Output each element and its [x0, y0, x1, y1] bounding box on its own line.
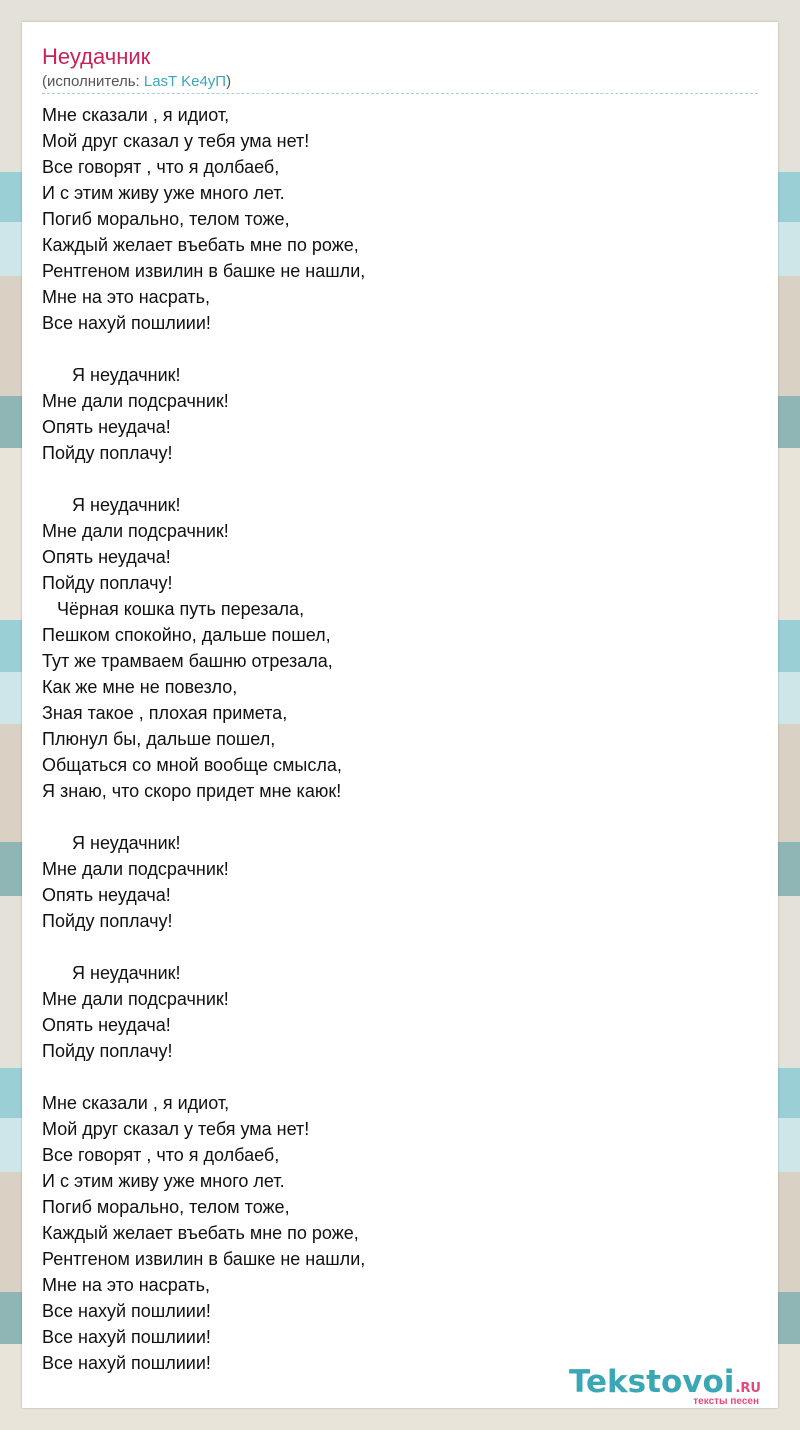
artist-suffix: ) — [226, 73, 232, 90]
artist-prefix: (исполнитель: — [42, 73, 144, 90]
lyrics-card — [22, 22, 778, 1408]
site-logo[interactable] — [569, 1365, 779, 1405]
artist-link[interactable]: LasT Ke4yП — [143, 73, 227, 90]
artist-line — [42, 73, 231, 91]
logo-tld: .RU — [735, 1381, 761, 1396]
logo-main-text: Tekstovoi — [569, 1364, 735, 1400]
title-divider — [42, 93, 758, 94]
lyrics-text: Мне сказали , я идиот, Мой друг сказал у тебя ума нет! Все говорят , что я долбаеб, И с этим живу уже много лет. Погиб морально, телом тоже, Каждый желает въебать мне по роже, Рентгеном извилин в башке не нашли, Мне на это насрать, Все нахуй пошлиии! Я неудачник! Мне дали подсрачник! Опять неудача! Пойду поплачу! Я неудачник! Мне дали подсрачник! Опять неудача! Пойду поплачу! Чёрная кошка путь перезала, Пешком спокойно, дальше пошел, Тут же трамваем башню отрезала, Как же мне не повезло, Зная такое , плохая примета, Плюнул бы, дальше пошел, Общаться со мной вообще смысла, Я знаю, что скоро придет мне каюк! Я неудачник! Мне дали подсрачник! Опять неудача! Пойду поплачу! Я неудачник! Мне дали подсрачник! Опять неудача! Пойду поплачу! Мне сказали , я идиот, Мой друг сказал у тебя ума нет! Все говорят , что я долбаеб, И с этим живу уже много лет. Погиб морально, телом тоже, Каждый желает въебать мне по роже, Рентгеном извилин в башке не нашли, Мне на это насрать, Все нахуй пошлиии! Все нахуй пошлиии! Все нахуй пошлиии! — [42, 105, 366, 1373]
logo-tagline: тексты песен — [693, 1396, 759, 1407]
song-title: Неудачник — [42, 44, 151, 69]
